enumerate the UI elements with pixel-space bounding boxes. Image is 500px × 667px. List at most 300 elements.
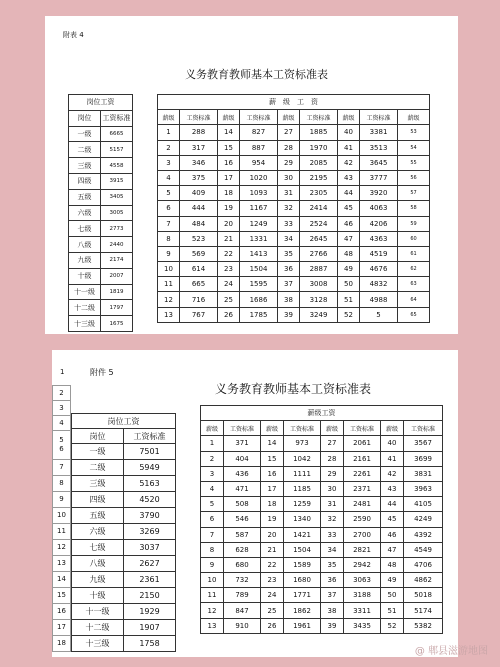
- table-cell: 5: [201, 497, 224, 512]
- table-cell: 1020: [240, 170, 278, 185]
- table-cell: 5: [360, 307, 398, 322]
- table-cell: 3915: [101, 173, 133, 189]
- table-cell: 35: [278, 246, 300, 261]
- table-cell: 一级: [72, 444, 124, 460]
- table-row: [201, 497, 443, 512]
- table-cell: 40: [381, 436, 404, 451]
- table-cell: 65: [398, 307, 430, 322]
- spreadsheet-row-numbers: [52, 385, 71, 652]
- table-cell: 887: [240, 140, 278, 155]
- table-cell: 九级: [72, 572, 124, 588]
- table-cell: 1042: [284, 451, 321, 466]
- table-cell: 2150: [124, 588, 176, 604]
- post-salary-table: [68, 94, 133, 332]
- table-cell: 29: [321, 466, 344, 481]
- table-cell: 62: [398, 262, 430, 277]
- table-cell: 546: [224, 512, 261, 527]
- table-cell: 4: [158, 170, 180, 185]
- row-number: 8: [53, 475, 71, 491]
- table-cell: 1797: [101, 300, 133, 316]
- table-row: [72, 604, 176, 620]
- column-header: 工资标准: [300, 110, 338, 125]
- table-cell: 48: [381, 557, 404, 572]
- table-cell: 3311: [344, 603, 381, 618]
- table-cell: 1907: [124, 620, 176, 636]
- table-cell: 1093: [240, 186, 278, 201]
- table-cell: 767: [180, 307, 218, 322]
- table-cell: 51: [381, 603, 404, 618]
- table-cell: 52: [381, 618, 404, 633]
- table-row: [69, 189, 133, 205]
- table-cell: 十三级: [69, 316, 101, 332]
- table-cell: 371: [224, 436, 261, 451]
- table-cell: 2766: [300, 246, 338, 261]
- table-cell: 1504: [240, 262, 278, 277]
- table-cell: 53: [398, 125, 430, 140]
- table-cell: 56: [398, 170, 430, 185]
- table-row: [201, 436, 443, 451]
- row-number: 15: [53, 587, 71, 603]
- table-cell: 十二级: [69, 300, 101, 316]
- table-cell: 2261: [344, 466, 381, 481]
- table-row: [158, 170, 430, 185]
- table-cell: 587: [224, 527, 261, 542]
- table-header: 岗位工资: [72, 414, 176, 429]
- table-header: 岗位工资: [69, 95, 133, 111]
- table-cell: 59: [398, 216, 430, 231]
- table-cell: 61: [398, 246, 430, 261]
- table-cell: 3249: [300, 307, 338, 322]
- table-cell: 47: [338, 231, 360, 246]
- table-cell: 42: [381, 466, 404, 481]
- table-cell: 508: [224, 497, 261, 512]
- table-cell: 4063: [360, 201, 398, 216]
- column-header: 工资标准: [224, 421, 261, 436]
- table-cell: 404: [224, 451, 261, 466]
- table-cell: 3128: [300, 292, 338, 307]
- table-cell: 36: [278, 262, 300, 277]
- table-cell: 54: [398, 140, 430, 155]
- table-cell: 4549: [404, 542, 443, 557]
- table-cell: 58: [398, 201, 430, 216]
- table-cell: 569: [180, 246, 218, 261]
- column-header: 薪级: [278, 110, 300, 125]
- table-cell: 39: [321, 618, 344, 633]
- table-row: [69, 252, 133, 268]
- table-row: [72, 524, 176, 540]
- table-cell: 15: [218, 140, 240, 155]
- attachment-label: 附表 4: [63, 31, 84, 39]
- column-header: 工资标准: [101, 110, 133, 126]
- table-cell: 48: [338, 246, 360, 261]
- table-cell: 973: [284, 436, 321, 451]
- column-header: 工资标准: [124, 429, 176, 444]
- table-row: [201, 573, 443, 588]
- table-cell: 34: [321, 542, 344, 557]
- table-cell: 37: [278, 277, 300, 292]
- table-row: [158, 292, 430, 307]
- table-cell: 5018: [404, 588, 443, 603]
- table-cell: 46: [338, 216, 360, 231]
- table-cell: 14: [261, 436, 284, 451]
- row-number: 9: [53, 491, 71, 507]
- table-cell: 484: [180, 216, 218, 231]
- table-row: [201, 481, 443, 496]
- table-cell: 409: [180, 186, 218, 201]
- table-cell: 21: [218, 231, 240, 246]
- table-cell: 29: [278, 155, 300, 170]
- table-row: [72, 636, 176, 652]
- table-cell: 26: [261, 618, 284, 633]
- table-cell: 18: [218, 186, 240, 201]
- table-row: [201, 618, 443, 633]
- table-cell: 789: [224, 588, 261, 603]
- column-header: 薪级: [158, 110, 180, 125]
- table-cell: 3037: [124, 540, 176, 556]
- table-row: [158, 277, 430, 292]
- table-cell: 40: [338, 125, 360, 140]
- page-title: 义务教育教师基本工资标准表: [215, 382, 372, 396]
- table-row: [69, 158, 133, 174]
- table-cell: 3920: [360, 186, 398, 201]
- table-cell: 2700: [344, 527, 381, 542]
- table-cell: 1929: [124, 604, 176, 620]
- table-cell: 六级: [69, 205, 101, 221]
- table-row: [201, 557, 443, 572]
- table-cell: 1885: [300, 125, 338, 140]
- table-cell: 614: [180, 262, 218, 277]
- table-cell: 3: [201, 466, 224, 481]
- table-cell: 9: [158, 246, 180, 261]
- table-row: [158, 125, 430, 140]
- row-number: 3: [53, 400, 71, 415]
- table-cell: 六级: [72, 524, 124, 540]
- table-cell: 一级: [69, 126, 101, 142]
- table-row: [158, 307, 430, 322]
- table-row: [69, 126, 133, 142]
- table-cell: 八级: [69, 237, 101, 253]
- table-cell: 628: [224, 542, 261, 557]
- table-row: [158, 140, 430, 155]
- row-number: 7: [53, 459, 71, 475]
- table-cell: 38: [321, 603, 344, 618]
- table-cell: 2371: [344, 481, 381, 496]
- table-cell: 3831: [404, 466, 443, 481]
- table-cell: 8: [158, 231, 180, 246]
- table-row: [201, 451, 443, 466]
- table-cell: 2942: [344, 557, 381, 572]
- table-cell: 12: [201, 603, 224, 618]
- table-cell: 1185: [284, 481, 321, 496]
- table-cell: 4862: [404, 573, 443, 588]
- table-row: [72, 492, 176, 508]
- row-number: 10: [53, 507, 71, 523]
- table-cell: 317: [180, 140, 218, 155]
- table-cell: 1: [201, 436, 224, 451]
- table-row: [72, 444, 176, 460]
- table-cell: 3513: [360, 140, 398, 155]
- table-cell: 444: [180, 201, 218, 216]
- table-cell: 9: [201, 557, 224, 572]
- table-cell: 4706: [404, 557, 443, 572]
- table-cell: 2887: [300, 262, 338, 277]
- table-cell: 11: [158, 277, 180, 292]
- table-cell: 4206: [360, 216, 398, 231]
- table-cell: 32: [278, 201, 300, 216]
- column-header: 薪级: [261, 421, 284, 436]
- table-cell: 22: [218, 246, 240, 261]
- table-cell: 5: [158, 186, 180, 201]
- table-cell: 7: [158, 216, 180, 231]
- table-cell: 3063: [344, 573, 381, 588]
- table-cell: 51: [338, 292, 360, 307]
- table-cell: 52: [338, 307, 360, 322]
- table-cell: 3381: [360, 125, 398, 140]
- table-row: [158, 231, 430, 246]
- table-cell: 1771: [284, 588, 321, 603]
- table-cell: 1680: [284, 573, 321, 588]
- row-number: 14: [53, 571, 71, 587]
- table-row: [72, 476, 176, 492]
- table-cell: 2773: [101, 221, 133, 237]
- table-cell: 2440: [101, 237, 133, 253]
- table-cell: 17: [218, 170, 240, 185]
- table-cell: 2361: [124, 572, 176, 588]
- table-cell: 41: [338, 140, 360, 155]
- table-header: 薪级工资: [201, 406, 443, 421]
- table-cell: 2007: [101, 268, 133, 284]
- column-header: 工资标准: [344, 421, 381, 436]
- table-cell: 5174: [404, 603, 443, 618]
- table-cell: 50: [338, 277, 360, 292]
- column-header: 工资标准: [284, 421, 321, 436]
- table-cell: 31: [321, 497, 344, 512]
- table-cell: 27: [321, 436, 344, 451]
- table-cell: 32: [321, 512, 344, 527]
- table-cell: 3790: [124, 508, 176, 524]
- row-number: 13: [53, 555, 71, 571]
- table-cell: 847: [224, 603, 261, 618]
- table-cell: 827: [240, 125, 278, 140]
- table-cell: 50: [381, 588, 404, 603]
- table-cell: 2524: [300, 216, 338, 231]
- table-cell: 5949: [124, 460, 176, 476]
- table-cell: 3963: [404, 481, 443, 496]
- table-cell: 5157: [101, 142, 133, 158]
- table-cell: 33: [278, 216, 300, 231]
- table-cell: 26: [218, 307, 240, 322]
- column-header: 工资标准: [180, 110, 218, 125]
- table-cell: 4519: [360, 246, 398, 261]
- table-cell: 1331: [240, 231, 278, 246]
- watermark: @ 郫县滋游地图: [414, 646, 488, 657]
- row-number: 12: [53, 539, 71, 555]
- table-cell: 24: [261, 588, 284, 603]
- table-cell: 2414: [300, 201, 338, 216]
- column-header: 岗位: [72, 429, 124, 444]
- table-cell: 1595: [240, 277, 278, 292]
- table-cell: 41: [381, 451, 404, 466]
- table-cell: 43: [381, 481, 404, 496]
- table-row: [158, 262, 430, 277]
- table-cell: 4249: [404, 512, 443, 527]
- table-row: [72, 460, 176, 476]
- table-cell: 49: [381, 573, 404, 588]
- table-cell: 25: [261, 603, 284, 618]
- table-cell: 1421: [284, 527, 321, 542]
- table-cell: 8: [201, 542, 224, 557]
- table-cell: 八级: [72, 556, 124, 572]
- table-cell: 3008: [300, 277, 338, 292]
- column-header: 薪级: [398, 110, 430, 125]
- table-cell: 3777: [360, 170, 398, 185]
- table-cell: 35: [321, 557, 344, 572]
- table-cell: 37: [321, 588, 344, 603]
- table-cell: 2305: [300, 186, 338, 201]
- table-cell: 三级: [69, 158, 101, 174]
- table-cell: 21: [261, 542, 284, 557]
- table-cell: 四级: [72, 492, 124, 508]
- table-cell: 1785: [240, 307, 278, 322]
- page-title: 义务教育教师基本工资标准表: [185, 68, 328, 81]
- table-cell: 954: [240, 155, 278, 170]
- table-row: [72, 540, 176, 556]
- row-number: 18: [53, 635, 71, 651]
- table-cell: 25: [218, 292, 240, 307]
- table-cell: 288: [180, 125, 218, 140]
- table-cell: 1413: [240, 246, 278, 261]
- table-cell: 11: [201, 588, 224, 603]
- table-cell: 523: [180, 231, 218, 246]
- row-number: 5 6: [53, 430, 71, 459]
- table-cell: 1504: [284, 542, 321, 557]
- table-cell: 3645: [360, 155, 398, 170]
- table-cell: 46: [381, 527, 404, 542]
- table-cell: 4392: [404, 527, 443, 542]
- table-row: [69, 268, 133, 284]
- table-cell: 1259: [284, 497, 321, 512]
- table-row: [72, 620, 176, 636]
- table-cell: 49: [338, 262, 360, 277]
- table-cell: 39: [278, 307, 300, 322]
- table-cell: 19: [261, 512, 284, 527]
- table-cell: 44: [338, 186, 360, 201]
- table-cell: 12: [158, 292, 180, 307]
- document-page-2: [52, 350, 458, 657]
- column-header: 工资标准: [360, 110, 398, 125]
- table-row: [69, 300, 133, 316]
- table-cell: 十级: [72, 588, 124, 604]
- table-cell: 43: [338, 170, 360, 185]
- table-cell: 55: [398, 155, 430, 170]
- table-row: [69, 316, 133, 332]
- table-cell: 2061: [344, 436, 381, 451]
- table-cell: 2645: [300, 231, 338, 246]
- scale-salary-table: [157, 94, 430, 323]
- table-row: [201, 466, 443, 481]
- table-cell: 15: [261, 451, 284, 466]
- table-cell: 13: [201, 618, 224, 633]
- table-cell: 10: [201, 573, 224, 588]
- table-row: [158, 155, 430, 170]
- table-row: [69, 205, 133, 221]
- table-cell: 30: [278, 170, 300, 185]
- table-cell: 十一级: [69, 284, 101, 300]
- table-cell: 五级: [72, 508, 124, 524]
- table-row: [69, 237, 133, 253]
- post-salary-table: [71, 413, 176, 652]
- table-cell: 1961: [284, 618, 321, 633]
- table-cell: 1970: [300, 140, 338, 155]
- table-cell: 2481: [344, 497, 381, 512]
- table-cell: 6: [158, 201, 180, 216]
- table-cell: 7: [201, 527, 224, 542]
- table-cell: 2590: [344, 512, 381, 527]
- table-cell: 2: [201, 451, 224, 466]
- table-cell: 16: [218, 155, 240, 170]
- table-cell: 二级: [69, 142, 101, 158]
- table-cell: 1675: [101, 316, 133, 332]
- table-cell: 375: [180, 170, 218, 185]
- table-cell: 910: [224, 618, 261, 633]
- table-cell: 十级: [69, 268, 101, 284]
- table-cell: 十三级: [72, 636, 124, 652]
- table-cell: 680: [224, 557, 261, 572]
- table-cell: 4: [201, 481, 224, 496]
- table-cell: 14: [218, 125, 240, 140]
- table-row: [69, 142, 133, 158]
- row-number: 17: [53, 619, 71, 635]
- table-cell: 24: [218, 277, 240, 292]
- table-cell: 28: [278, 140, 300, 155]
- table-cell: 1862: [284, 603, 321, 618]
- table-cell: 436: [224, 466, 261, 481]
- table-cell: 1249: [240, 216, 278, 231]
- row-number: 1: [60, 368, 65, 376]
- table-cell: 1167: [240, 201, 278, 216]
- table-cell: 64: [398, 292, 430, 307]
- table-cell: 27: [278, 125, 300, 140]
- table-row: [158, 246, 430, 261]
- table-cell: 4832: [360, 277, 398, 292]
- table-row: [201, 512, 443, 527]
- table-cell: 3405: [101, 189, 133, 205]
- table-cell: 22: [261, 557, 284, 572]
- table-cell: 45: [338, 201, 360, 216]
- table-cell: 471: [224, 481, 261, 496]
- table-cell: 3005: [101, 205, 133, 221]
- table-cell: 38: [278, 292, 300, 307]
- table-cell: 16: [261, 466, 284, 481]
- table-cell: 1340: [284, 512, 321, 527]
- table-cell: 3269: [124, 524, 176, 540]
- table-row: [158, 201, 430, 216]
- row-number: 16: [53, 603, 71, 619]
- table-cell: 5163: [124, 476, 176, 492]
- table-cell: 31: [278, 186, 300, 201]
- attachment-label: 附件 5: [90, 368, 114, 377]
- table-cell: 7501: [124, 444, 176, 460]
- table-header: 薪 级 工 资: [158, 95, 430, 110]
- column-header: 工资标准: [404, 421, 443, 436]
- table-row: [69, 284, 133, 300]
- table-cell: 57: [398, 186, 430, 201]
- table-cell: 三级: [72, 476, 124, 492]
- table-row: [201, 603, 443, 618]
- table-row: [72, 588, 176, 604]
- table-cell: 28: [321, 451, 344, 466]
- table-cell: 716: [180, 292, 218, 307]
